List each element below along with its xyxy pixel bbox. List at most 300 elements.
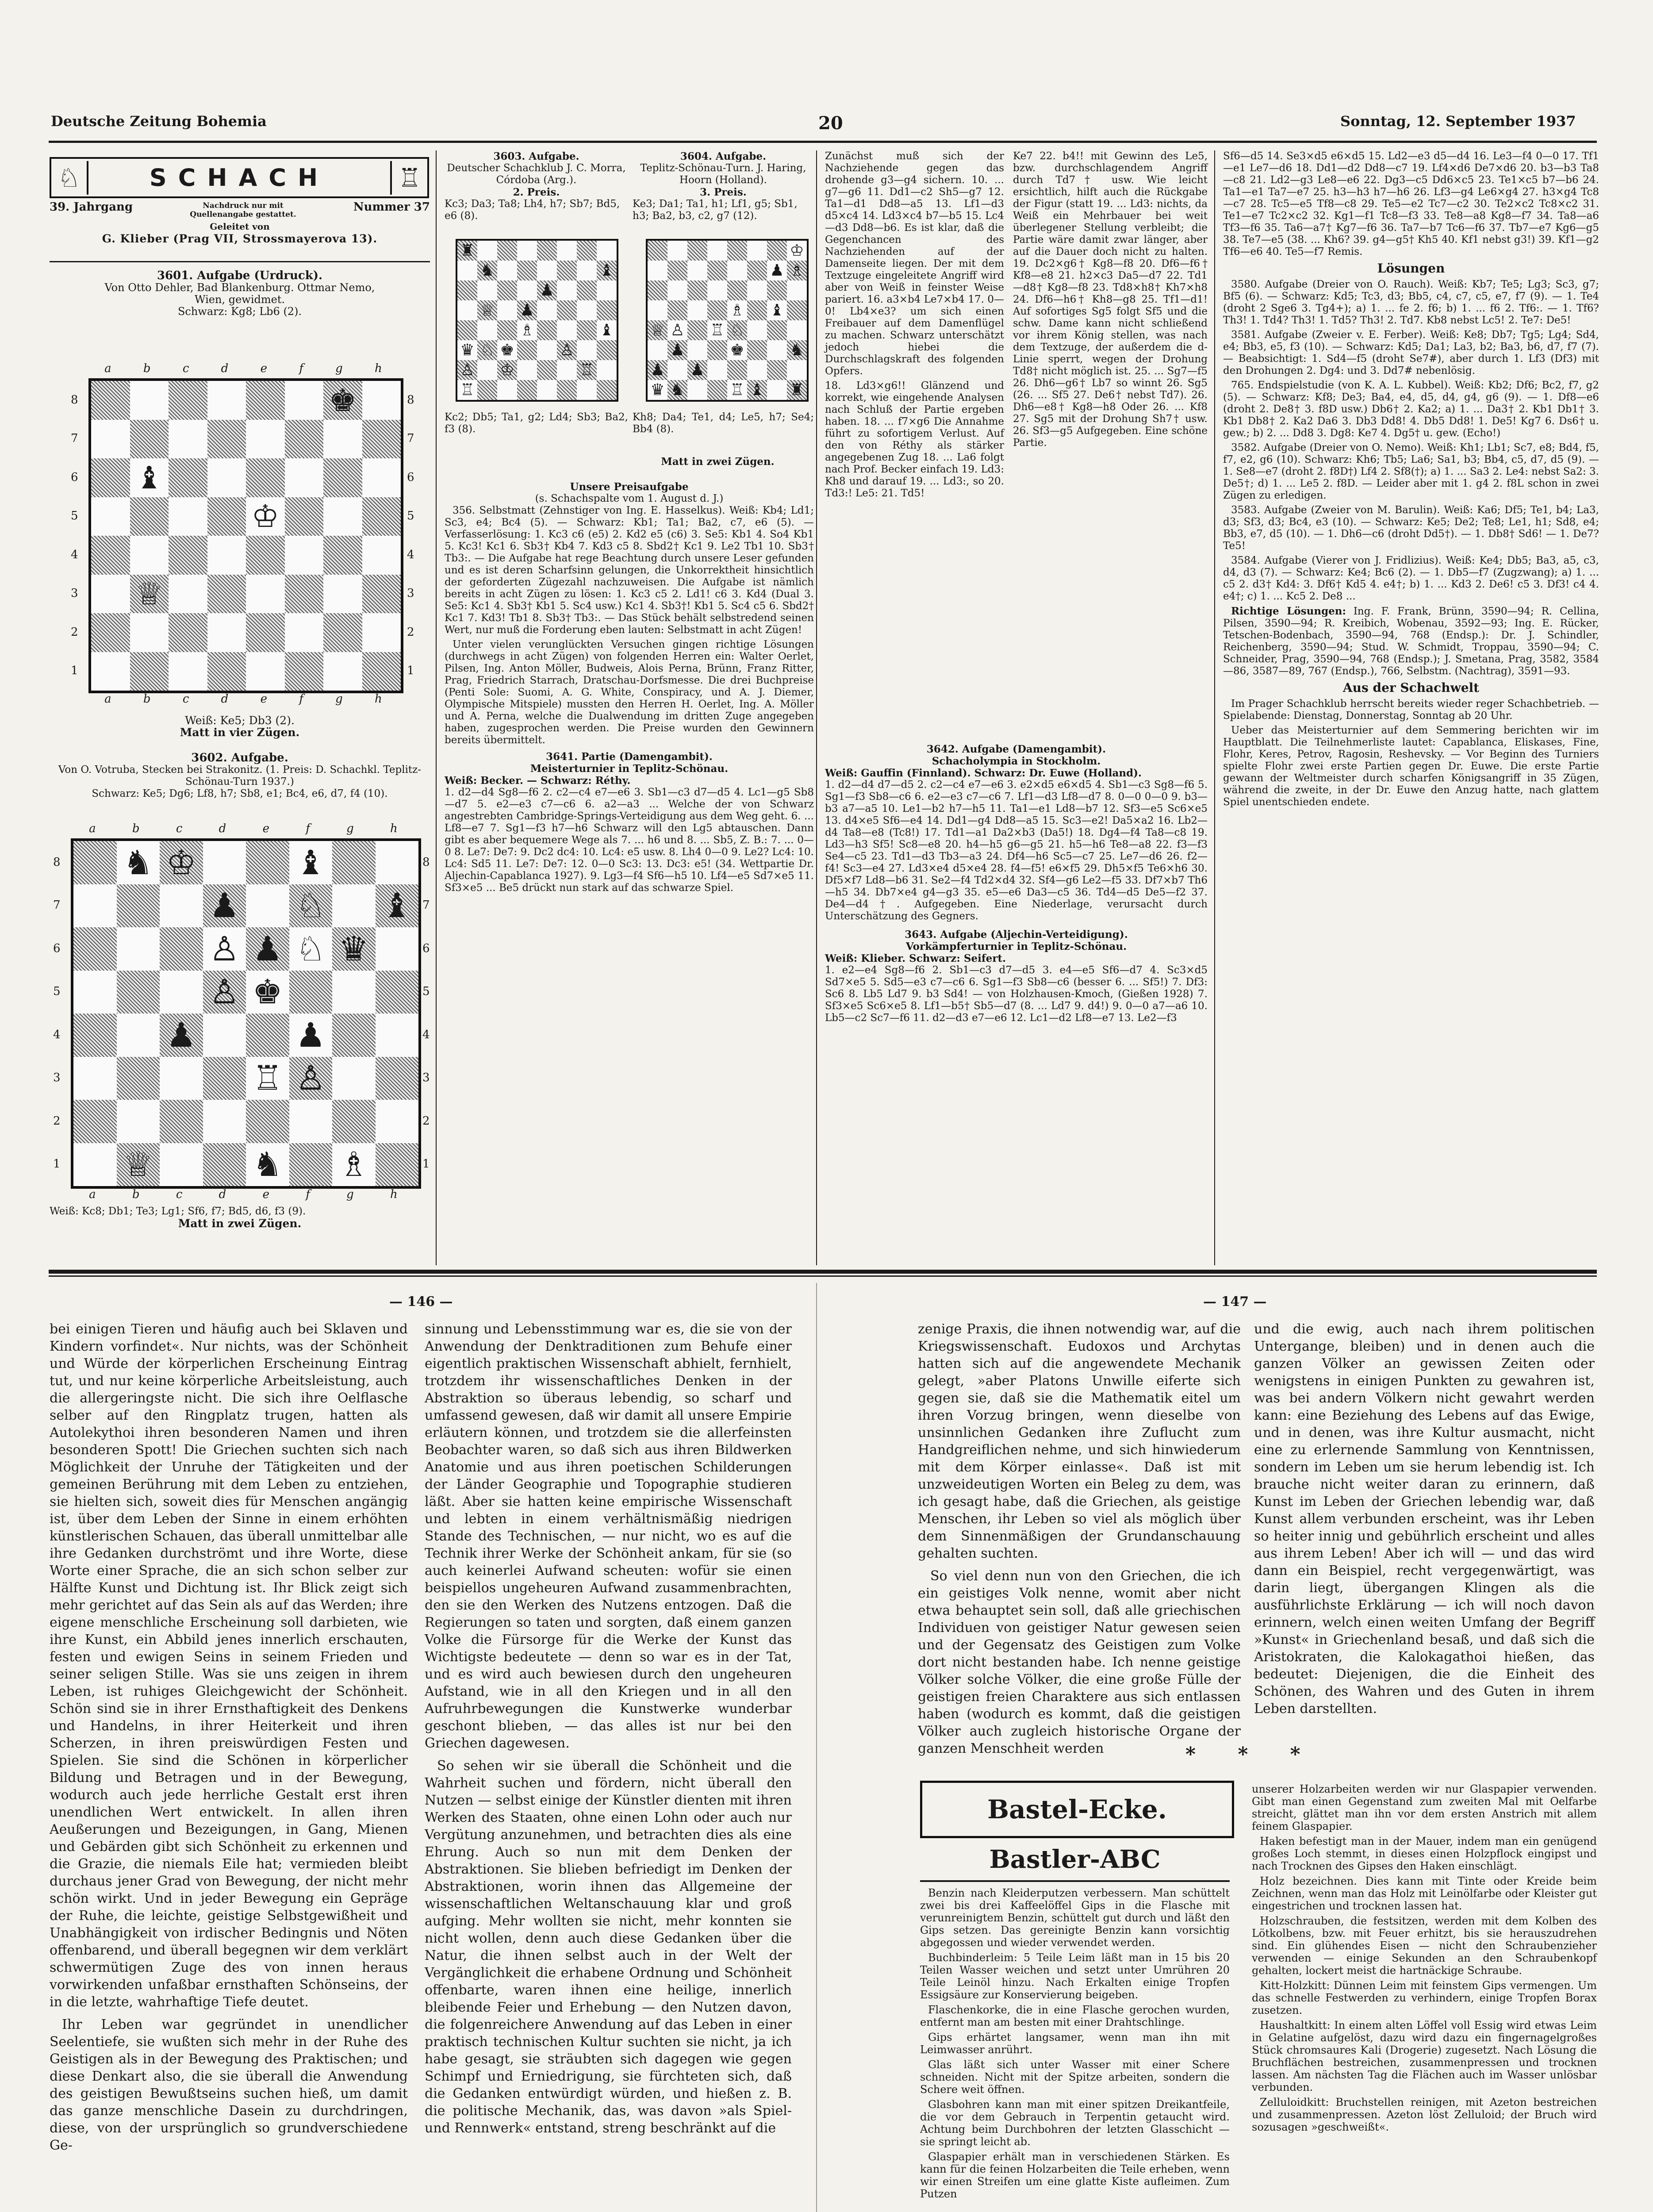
section-stars: * * * [1185,1743,1318,1766]
square-f7 [289,884,333,928]
square-g4 [577,320,597,340]
white-king-icon: ♔ [500,361,514,379]
square-e3 [246,1057,289,1100]
geleitet-von: Geleitet von [210,221,270,232]
white-king-icon: ♔ [790,241,804,260]
square-a7 [457,261,477,280]
square-c6 [160,927,203,971]
square-f2 [289,1100,333,1143]
square-c2 [497,360,517,380]
p3641-players: Weiß: Becker. — Schwarz: Réthy. [445,775,631,787]
square-e1 [727,380,747,400]
square-d1 [207,652,246,691]
square-g4 [323,536,362,575]
square-b4 [130,536,169,575]
black-bishop-icon: ♝ [750,380,764,399]
loesung-765: 765. Endspielstudie (von K. A. L. Kubbel). Weiß: Kb2; Df6; Bc2, f7, g2 (5). — Schwarz: Kf8; De3; Ba4, e4, d5, d4, g4, g6 (9). — 1. Df8—e6 (droht 2. De8† 3. f8D usw.) Db6† 2. Ka2; a) 1. ... Da3† 2. Kb1 Db1† 3. Kb1 Db8† 2. Ka2 Da6 3. Db3 Dd8! 4. Db5 Dd8! 1. De5! Kg7 6. Ds6† u. gew.; b) 2. ... Dd8 3. Dg8: Ke7 4. Dg5† u. gew. (Echo!) [1223,380,1599,439]
square-a7 [91,420,130,459]
black-bishop-icon: ♝ [135,459,163,496]
white-pawn-icon: ♙ [295,1058,326,1098]
square-a8 [457,241,477,261]
white-bishop-icon: ♗ [338,1144,369,1184]
a3602-author: Von O. Votruba, Stecken bei Strakonitz. (1. Preis: D. Schachkl. Teplitz-Schönau-Turn 1937.) [58,764,422,787]
square-f5 [747,300,767,320]
board2-ranks: 8 7 6 5 4 3 2 1 [53,855,61,1171]
square-e1 [537,380,557,400]
board2-files-bottom: a b c d e f g h [89,1188,398,1201]
square-h6 [787,280,807,300]
square-d2 [207,613,246,652]
square-f3 [557,340,577,360]
square-b8 [477,241,497,261]
p3641-title: 3641. Partie (Damengambit). [546,751,713,763]
square-h6 [362,458,401,497]
black-knight-icon: ♞ [670,380,685,399]
black-pawn-icon: ♟ [209,886,240,926]
square-g2 [323,613,362,652]
square-b8 [117,841,160,884]
square-g3 [577,340,597,360]
square-h1 [597,380,617,400]
black-pawn-icon: ♟ [520,301,534,319]
p3642-moves: 1. d2—d4 d7—d5 2. c2—c4 e7—e6 3. e2×d5 e6×d5 4. Sb1—c3 Sg8—f6 5. Sg1—f3 Sb8—c6 6. e2—e3 c7—c6 7. Lf1—d3 Lf8—d7 8. 0—0 0—0 9. b3—b3 a7—a5 10. Le1—b2 h7—h5 11. Ta1—e1 Ld8—b7 12. Sf3—e5 Sc6×e5 13. d4×e5 Sf6—e4 14. Dd1—g4 Dd8—a5 15. Sc3—e2! Da5×a2 16. Lb2—d4 Ta8—e8 (Tc8!) 17. Td1—a1 Da2×b3 (Da5!) 18. Dg4—f4 Ta8—c8 19. Ld3—h3 Sf5! Sc8—e8 20. h4—h5 g6—g5 21. h5—h6 Te8—a8 22. f3—f3 Se4—c5 23. Td1—d3 Tb3—a3 24. Df4—h6 Sc5—c7 25. Le7—d6 26. f2—f4! Sc3—e4 27. Ld3×e4 d5×e4 28. f4—f5! e6×f5 29. Dh5×f5 Te6×h6 30. Df5×f7 Ld8—b6 31. Se2—f4 Td2×d4 32. Sf4—g6 Le2—f5 33. Df7×b7 Th6—h5 34. Db7×e4 g4—g3 35. e5—e6 Da3—c5 36. Td4—d5 De5—f2 37. De4—d4†. Aufgegeben. Eine Niederlage, verursacht durch Unterschätzung des Gegners. [825,779,1208,922]
square-d7 [203,884,246,928]
square-a4 [91,536,130,575]
white-pawn-icon: ♙ [209,929,240,968]
white-queen-icon: ♕ [135,576,163,612]
square-a4 [457,320,477,340]
column-separator-1 [436,150,437,1265]
square-e4 [246,1014,289,1057]
square-a5 [648,300,667,320]
black-king-icon: ♚ [329,382,357,419]
square-h7 [597,261,617,280]
square-g1 [323,652,362,691]
square-c5 [160,971,203,1014]
black-pawn-icon: ♟ [166,1015,196,1055]
square-a1 [73,1143,117,1187]
square-g6 [323,458,362,497]
bastel-flaschenkorke: Flaschenkorke, die in eine Flasche gerochen wurden, entfernt man am besten mit einer Drahtschlinge. [920,2004,1230,2028]
square-e6 [246,927,289,971]
preis-sub: (s. Schachspalte vom 1. August d. J.) [535,493,724,504]
running-head-right: Sonntag, 12. September 1937 [1340,113,1576,130]
square-e1 [246,652,285,691]
schach-title: SCHACH [149,164,330,192]
square-d8 [203,841,246,884]
square-d2 [203,1100,246,1143]
square-c3 [169,575,207,614]
square-c3 [160,1057,203,1100]
board2-files-top: a b c d e f g h [89,822,398,835]
square-d6 [203,927,246,971]
square-a8 [648,241,667,261]
square-g2 [577,360,597,380]
square-c6 [687,280,707,300]
bastel-buchbinderleim: Buchbinderleim: 5 Teile Leim läßt man in 15 bis 20 Teilen Wasser weichen und setzt unter Umrühren 20 Teile Leinöl hinzu. Nach Erkalten einige Tropfen Essigsäure zur Konservierung beigeben. [920,1951,1230,2001]
square-e5 [537,300,557,320]
square-h7 [376,884,419,928]
page-number-146: — 146 — [389,1294,453,1310]
a3601-black: Schwarz: Kg8; Lb6 (2). [177,305,302,318]
square-c8 [160,841,203,884]
square-g6 [577,280,597,300]
square-b1 [130,652,169,691]
square-g1 [577,380,597,400]
square-g5 [323,497,362,536]
board1-files-top: a b c d e f g h [104,362,382,375]
square-b2 [130,613,169,652]
essay-col2: sinnung und Lebensstimmung war es, die sie von der Anwendung der Denktraditionen zum Behufe einer eigentlich praktischen Wissenschaft abhielt, fernhielt, trotzdem ihr wissenschaftliches Denken in der Abstraktion so überaus lebendig, so scharf und umfassend gewesen, daß wir damit all unsere Empirie erläutern können, und trotzdem sie die allerfeinsten Beobachter waren, so daß sich aus ihren Bildwerken Anatomie und aus ihren poetischen Schilderungen der Länder Geographie und Topographie studieren läßt. Aber sie hatten keine empirische Wissenschaft und lebten in einem verhältnismäßig niedrigen Stande des Technischen, — nur nicht, wo es auf die Technik ihrer Werke der Schönheit ankam, für sie (so auch keinerlei Aufwand scheuten: wofür sie einen beispiellos ungeheuren Aufwand zusammenbrachten, den sie den Werken des Nutzens entzogen. Daß die Regierungen so taten und sorgten, daß einem ganzen Volke die Fürsorge für die Werke der Kunst das Wichtigste bedeutete — denn so war es in der Tat, und es wird auch bewiesen durch den ungeheuren Aufstand, wie in all den Kriegen und in all den Aufruhrbewegungen die Kunstwerke wunderbar geschont blieben, — das alles ist nur bei den Griechen dagewesen. [425,1321,792,1751]
black-queen-icon: ♛ [650,380,665,399]
black-king-icon: ♚ [252,972,283,1012]
white-pawn-icon: ♙ [560,341,574,359]
square-c7 [160,884,203,928]
square-b3 [667,340,687,360]
richtig-list: Ing. F. Frank, Brünn, 3590—94; R. Cellina, Pilsen, 3590—94; R. Kreibich, Wobenau, 3592—93; Ing. E. Rücker, Tetschen-Bodenbach, 3590—94, 768 (Endsp.): Dr. J. Schindler, Reichenberg, 3590—94; Stud. W. Schmidt, Troppau, 3590—94; C. Schneider, Prag, 3590—94, 768 (Endsp.); J. Smetana, Prag, 3582, 3584—86, 3587—89, 767 (Endsp.), 766, Selbstm. (Nachtrag), 3591—93. [1223,606,1599,677]
square-b1 [477,380,497,400]
white-knight-icon: ♘ [480,341,495,359]
a3602-task: Matt in zwei Zügen. [178,1217,302,1230]
nachdruck-note: Nachdruck nur mit Quellenangabe gestattet. [190,201,296,219]
square-d3 [203,1057,246,1100]
square-b3 [117,1057,160,1100]
square-g2 [332,1100,376,1143]
col3-analysis-1: Zunächst muß sich der Nachziehende gegen das drohende g3—g4 sichern. 10. ... g7—g6 11. Dd1—c2 Sh5—g7 12. Ta1—d1 Dd8—a5 13. Lf1—d3 d5×c4 14. Ld3×c4 b7—b5 15. Lc4—d3 Dd8—b6. Es ist klar, daß die Gegenchancen des Nachziehenden auf der Damenseite liegen. Der mit dem Textzuge eingeleitete Angriff wird aber von Weiß in feinster Weise pariert. 16. a3×b4 Le7×b4 17. 0—0! Lb4×e3? um sich einen Freibauer auf dem Damenflügel zu machen. Schwarz unterschätzt jedoch hiebei die Durchschlagskraft des folgenden Opfers. [825,150,1004,377]
square-e8 [727,241,747,261]
bastel-ecke-title: Bastel-Ecke. [987,1794,1167,1824]
square-g5 [767,300,787,320]
a3604-white: Kh8; Da4; Te1, d4; Le5, h7; Se4; Bb4 (8). [633,411,814,435]
square-g1 [332,1143,376,1187]
square-f7 [285,420,324,459]
a3601-author: Von Otto Dehler, Bad Blankenburg. Ottmar Nemo, Wien, gewidmet. [104,281,375,306]
square-a5 [91,497,130,536]
square-g4 [332,1014,376,1057]
black-pawn-icon: ♟ [252,929,283,968]
square-b5 [667,300,687,320]
square-f3 [747,340,767,360]
square-e7 [727,261,747,280]
preis-text: 356. Selbstmatt (Zehnstiger von Ing. E. Hasselkus). Weiß: Kb4; Ld1; Sc3, e4; Bc4 (5). — Schwarz: Kb1; Ta1; Ba2, c7, e6 (5). — Verfasserlösung: 1. Kc3 c6 (e5) 2. Kd2 e5 (c6) 3. Se5: Kb1 4. So4 Kb1 5. Kc3! Kc1 6. Sb3† Kb4 7. Kd3 c5 8. Sbd2† Kc1 9. Le2 Tb1 10. Sb3† Tb3:. — Die Aufgabe hat rege Beachtung durch unsere Leser gefunden und es ist deren Scharfsinn gelungen, die Unkorrektheit hinsichtlich der geforderten Zügezahl nachzuweisen. Die Aufgabe ist nämlich bereits in acht Zügen zu lösen: 1. Kc3 c5 2. Ld1! c6 3. Kd4 (Dual 3. Se5: Kc1 4. Sb3† Kb1 5. Sc4 usw.) Kc1 4. Sb3†! Kb1 5. Sc4 c5 6. Sbd2† Kc1 7. Kd3! Tb1 8. Sb3† Tb3:. — Das Stück behält selbstredend seinen Wert, nur muß die Forderung eben lauten: Selbstmatt in acht Zügen! [445,505,814,636]
bastel-haken: Haken befestigt man in der Mauer, indem man ein genügend großes Loch stemmt, in dieses einen Holzpflock eingipst und nach Trocknen des Gipses den Haken einschlägt. [1252,1835,1597,1872]
square-g2 [767,360,787,380]
square-b7 [477,261,497,280]
black-bishop-icon: ♝ [770,301,784,319]
bastel-glas: Glas läßt sich unter Wasser mit einer Schere schneiden. Nicht mit der Spitze arbeiten, sondern die Schere weit öffnen. [920,2058,1230,2096]
square-a5 [457,300,477,320]
square-b6 [667,280,687,300]
bastel-gips: Gips erhärtet langsamer, wenn man ihn mit Leimwasser anrührt. [920,2031,1230,2056]
essay-col2b: So sehen wir sie überall die Schönheit und die Wahrheit suchen und fördern, nicht überall den Nutzen — selbst einige der Künstler dienten mit ihren Werken des Staaten, ohne einen Lohn oder auch nur Vergütung anzunehmen, und betrachten dies als eine Ehrung. Auch so nun mit dem Denken der Abstraktionen. Sie blieben befriedigt im Denken der Abstraktionen, worin ihnen das Allgemeine der wissenschaftlichen Weltanschauung klar und groß aufging. Mehr wollten sie nicht, mehr konnten sie nicht wollen, denn auch diese Gedanken über die Natur, die ihnen selbst auch in der Welt der Vergänglichkeit die erhabene Ordnung und Schönheit offenbarte, waren ihnen eine heilige, innerlich bleibende Feier und Erhebung — den Nutzen davon, die folgenreichere Anwendung auf das Leben in einer praktisch technischen Kultur suchten sie nicht, ja ich habe gesagt, sie sträubten sich dagegen wie gegen Schimpf und Erniedrigung, sie fürchteten sich, daß die Gedanken entwürdigt würden, und hießen z. B. die politische Mechanik, das, was davon »als Spiel- und Rennwerk« entstand, streng beschränkt auf die [425,1758,792,2136]
board1-ranks: 8 7 6 5 4 3 2 1 [71,393,78,678]
header-rule [49,141,1597,143]
white-queen-icon: ♕ [650,321,665,339]
square-c1 [497,380,517,400]
square-f6 [747,280,767,300]
square-e8 [246,841,289,884]
square-a3 [457,340,477,360]
square-c5 [497,300,517,320]
square-g7 [767,261,787,280]
square-d5 [203,971,246,1014]
square-c8 [497,241,517,261]
bastel-zelluloidkitt: Zelluloidkitt: Bruchstellen reinigen, mit Azeton bestreichen und zusammenpressen. Azeton löst Zelluloid; der Bruch wird sozusagen »geschweißt«. [1252,2096,1597,2133]
square-a1 [91,652,130,691]
square-b7 [667,261,687,280]
square-c6 [169,458,207,497]
square-c2 [169,613,207,652]
square-g3 [332,1057,376,1100]
square-d5 [707,300,727,320]
square-b3 [477,340,497,360]
square-g5 [332,971,376,1014]
loesung-3581: 3581. Aufgabe (Zweier v. E. Ferber). Weiß: Ke8; Db7; Tg5; Lg4; Sd4, e4; Bb3, e5, f3 (10). — Schwarz: Kd5; Da1; La3, b2; Ba3, b6, d7, f7 (7). — Beabsichtigt: 1. Sd4—f5 (droht Se7#), aber durch 1. Lf3 (Df3) mit den Drohungen 2. Dg4: und 3. Dd7# nebenlösig. [1223,329,1599,376]
bastel-glaspapier: Glaspapier erhält man in verschiedenen Stärken. Es kann für die feinen Holzarbeiten die Teile erheben, wenn wir einen Streifen um eine glatte Kiste aufleimen. Zum Putzen [920,2151,1230,2200]
square-g5 [577,300,597,320]
square-a8 [73,841,117,884]
square-e4 [246,536,285,575]
square-h3 [597,340,617,360]
square-d7 [707,261,727,280]
square-c4 [160,1014,203,1057]
square-f1 [557,380,577,400]
square-f2 [557,360,577,380]
square-b6 [130,458,169,497]
schach-rule [50,261,430,262]
square-d8 [207,381,246,420]
bastel-holzkitt: Kitt-Holzkitt: Dünnen Leim mit feinstem Gips vermengen. Um das schnelle Festwerden zu verhindern, einige Tropfen Borax zusetzen. [1252,1979,1597,2016]
schach-masthead [50,157,429,198]
black-bishop-icon: ♝ [295,842,326,882]
square-a2 [73,1100,117,1143]
square-a6 [73,927,117,971]
white-knight-icon: ♘ [295,886,326,926]
square-f7 [747,261,767,280]
square-a3 [648,340,667,360]
square-b5 [130,497,169,536]
square-g8 [767,241,787,261]
square-g6 [767,280,787,300]
square-e3 [537,340,557,360]
square-c7 [169,420,207,459]
square-f1 [289,1143,333,1187]
square-b5 [477,300,497,320]
square-f1 [285,652,324,691]
a3604-prize: 3. Preis. [700,186,747,198]
square-f6 [557,280,577,300]
square-b7 [117,884,160,928]
square-a6 [457,280,477,300]
white-pawn-icon: ♙ [670,321,685,339]
task-two-moves: Matt in zwei Zügen. [661,456,775,468]
square-g8 [332,841,376,884]
square-d6 [707,280,727,300]
black-pawn-icon: ♟ [540,281,554,300]
schachwelt-title: Aus der Schachwelt [1342,680,1480,695]
square-h5 [787,300,807,320]
bastel-glasbohren: Glasbohren kann man mit einer spitzen Dreikantfeile, die vor dem Gebrauch in Terpentin getaucht wird. Achtung beim Durchbohren der letzten Glasschicht — sie springt leicht ab. [920,2098,1230,2148]
square-d1 [517,380,537,400]
board1-ranks-right: 8 7 6 5 4 3 2 1 [407,393,414,678]
square-f4 [285,536,324,575]
black-king-icon: ♚ [500,341,514,359]
square-h4 [597,320,617,340]
jahrgang: 39. Jahrgang [50,200,133,214]
essay-col3: zenige Praxis, die ihnen notwendig war, auf die Kriegswissenschaft. Eudoxos und Archytas hatten sich auf die angewendete Mechanik gelegt, »aber Platons Unwille eiferte sich gegen sie, daß sie die Mathematik eitel um ihren Vorzug bringen, wenn dieselbe von unsinnlichen Gedanken ihre Zuflucht zum Handgreiflichen nehme, und sich hinwiederum mit dem Körper einlasse«. Daß ist mit unzweideutigen Worten ein Beleg zu dem, was ich gesagt habe, daß die Griechen, als geistige Menschen, ihr Leben so viel als möglich über dem Sinnenmäßigen der Grundanschauung gehalten suchten. [918,1321,1241,1561]
square-c6 [497,280,517,300]
a3603-title: 3603. Aufgabe. [493,150,579,162]
square-f3 [285,575,324,614]
square-g7 [332,884,376,928]
preis-title: Unsere Preisaufgabe [570,481,689,493]
square-g6 [332,927,376,971]
white-bishop-icon: ♗ [730,301,744,319]
abc-rule [920,1880,1230,1882]
square-a2 [91,613,130,652]
schachwelt-2: Ueber das Meisterturnier auf dem Semmering berichten wir im Hauptblatt. Die Teilnehmerliste lautet: Capablanca, Eliskases, Fine, Flohr, Keres, Petrov, Ragosin, Reshevsky. — Vor Beginn des Turniers spielte Flohr zwei erste Partien gegen Dr. Euwe. Die erste Partie gewann der Weltmeister durch scharfen Königsangriff in 35 Zügen, während die zweite, in der Dr. Euwe den Anzug hatte, nach glattem Spiel unentschieden endete. [1223,725,1599,808]
essay-col1b: Ihr Leben war gegründet in unendlicher Seelentiefe, sie wußten sich mehr in der Ruhe des Geistigen als in der Bewegung des Praktischen; und diese Denkart also, die sie überall die Anwendung des geistigen Bewußtseins suchen hieß, um damit das ganze menschliche Dasein zu durchdringen, diese, von der ursprünglich so grundverschiedene Ge- [50,2017,408,2153]
square-d3 [207,575,246,614]
square-b4 [477,320,497,340]
square-c3 [687,340,707,360]
essay-col3b: So viel denn nun von den Griechen, die ich ein geistiges Volk nenne, womit aber nicht etwa behauptet sein soll, daß alle griechischen Individuen von geistiger Natur gewesen seien und der Gegensatz des Geistigen zum Volke dort nicht bestanden habe. Ich nenne geistige Völker solche Völker, die eine große Fülle der geistigen freien Charaktere aus sich entlassen haben (wodurch es kommt, daß die geistigen Völker auch zugleich historische Organe der ganzen Menschheit werden [918,1568,1241,1756]
column-separator-2 [816,150,817,1265]
square-e6 [727,280,747,300]
square-a4 [648,320,667,340]
square-b6 [117,927,160,971]
bastel-ecke-box [920,1781,1234,1838]
square-f2 [747,360,767,380]
square-b2 [667,360,687,380]
square-e6 [246,458,285,497]
square-f4 [289,1014,333,1057]
black-pawn-icon: ♟ [295,1015,326,1055]
white-rook-icon: ♖ [710,321,725,339]
square-d3 [517,340,537,360]
white-bishop-icon: ♗ [520,321,534,339]
loesungen-title: Lösungen [1377,261,1445,276]
chess-diagram-3602 [71,838,421,1189]
white-rook-icon: ♖ [252,1058,283,1098]
square-d6 [517,280,537,300]
white-knight-icon: ♘ [295,929,326,968]
board2-ranks-right: 8 7 6 5 4 3 2 1 [422,855,430,1171]
black-knight-icon: ♞ [790,341,804,359]
square-b8 [667,241,687,261]
square-b2 [477,360,497,380]
square-f2 [285,613,324,652]
square-f6 [289,927,333,971]
square-d8 [707,241,727,261]
white-rook-icon: ♖ [460,380,475,399]
square-c8 [169,381,207,420]
square-d6 [207,458,246,497]
square-e7 [246,420,285,459]
square-f8 [285,381,324,420]
lower-page-gutter [816,1283,817,2212]
square-d1 [707,380,727,400]
square-h2 [376,1100,419,1143]
square-g4 [767,320,787,340]
square-d1 [203,1143,246,1187]
white-knight-icon: ♘ [730,321,744,339]
square-g3 [323,575,362,614]
white-queen-icon: ♕ [123,1144,153,1184]
square-e2 [246,1100,289,1143]
column-separator-3 [1214,150,1215,1265]
square-h4 [376,1014,419,1057]
p3642-title: 3642. Aufgabe (Damengambit). [926,743,1106,755]
square-g1 [767,380,787,400]
square-h3 [362,575,401,614]
square-a1 [648,380,667,400]
loesung-3580: 3580. Aufgabe (Dreier von O. Rauch). Weiß: Kb7; Te5; Lg3; Sc3, g7; Bf5 (6). — Schwarz: Kd5; Tc3, d3; Bb5, c4, c7, c5, e7, f7 (9). — 1. Te4 (droht 2 Sge6 3. Tg4+); a) 1. ... fe 2. f6; b) 1. ... f6 2. Tf6:. — 1. Tf6? Th3! 1. Td4? Th3! 1. Td5? Th3! 2. Td7. Kb8 nebst Lc5! 2. Te7: De5! [1223,279,1599,326]
square-h5 [597,300,617,320]
loesung-3582: 3582. Aufgabe (Dreier von O. Nemo). Weiß: Kh1; Lb1; Sc7, e8; Bd4, f5, f7, e2, g6 (10). Schwarz: Kh6; Tb5; La6; Sa1, b3; Bb4, c5, d7, d5 (9). — 1. Se8—e7 (droht 2. f8D†) Lf4 2. Sf8(†); a) 1. ... Sa3 2. Le4: nebst Sa2: 3. De5†; d) 1. ... Le5 2. f8D. — Leider aber mit 1. g4 2. f8L schon in zwei Zügen zu erledigen. [1223,442,1599,501]
square-h1 [376,1143,419,1187]
a3604-source: Teplitz-Schönau-Turn. J. Haring, Hoorn (Holland). [640,162,806,186]
square-a7 [73,884,117,928]
black-pawn-icon: ♟ [670,341,685,359]
p3643-moves: 1. e2—e4 Sg8—f6 2. Sb1—c3 d7—d5 3. e4—e5 Sf6—d7 4. Sc3×d5 Sd7×e5 5. Sd5—e3 c7—c6 6. Sg1—f3 Sb8—c6 (besser 6. ... Sf5!) 7. Df3: Sc6 8. Lb5 Ld7 9. b3 Sd4! — von Holzhausen-Kmoch, (Gießen 1928) 7. Sf3×e5 Sc6×e5 8. Lf1—b5† Sb5—d7 (8. ... Ld7 9. d4!) 9. 0—0 a7—a6 10. Lb5—c2 Sc7—f6 11. d2—d3 e7—e6 12. Lc1—d2 Lf8—e7 13. Le2—f3 [825,964,1208,1024]
p3643-players: Weiß: Klieber. Schwarz: Seifert. [825,952,1006,964]
square-e2 [537,360,557,380]
square-a2 [457,360,477,380]
square-f4 [747,320,767,340]
square-f5 [285,497,324,536]
square-a3 [91,575,130,614]
black-knight-icon: ♞ [480,261,495,280]
white-pawn-icon: ♙ [209,972,240,1012]
square-e3 [727,340,747,360]
black-pawn-icon: ♟ [650,361,665,379]
bastel-haushaltkitt: Haushaltkitt: In einem alten Löffel voll Essig wird etwas Leim in Gelatine aufgelöst, dazu wird dazu ein fingernagelgroßes Stück chromsaures Kali (Drogerie) zugesetzt. Nach Lösung die Bruchflächen bestreichen, zusammenpressen und trocknen lassen. Am nächsten Tag die Flächen auch im Wasser unlösbar verbunden. [1252,2019,1597,2093]
square-b1 [667,380,687,400]
square-a6 [648,280,667,300]
black-rook-icon: ♜ [790,380,804,399]
square-c4 [497,320,517,340]
loesung-3584: 3584. Aufgabe (Vierer von J. Fridlizius). Weiß: Ke4; Db5; Ba3, a5, c3, d4, d3 (7). — Schwarz: Ke4; Bc6 (2). — 1. Db5—f7 (Zugzwang); a) 1. ... c5 2. d3† Kd4: 3. Df6† Kd5 4. e4†; b) 1. ... Kd3 2. De6! c5 3. Df3! c4 4. e4†; c) 1. ... Kc5 2. De8 ... [1223,555,1599,602]
square-e4 [537,320,557,340]
square-a6 [91,458,130,497]
square-h8 [787,241,807,261]
square-f8 [557,241,577,261]
p3643-sub: Vorkämpferturnier in Teplitz-Schönau. [905,941,1127,952]
square-d4 [207,536,246,575]
square-f8 [289,841,333,884]
black-queen-icon: ♛ [460,341,475,359]
square-a4 [73,1014,117,1057]
square-g8 [577,241,597,261]
half-separator-bottom [49,1275,1597,1277]
a3603-source: Deutscher Schachklub J. C. Morra, Córdoba (Arg.). [447,162,626,186]
square-g3 [767,340,787,360]
square-g7 [323,420,362,459]
black-king-icon: ♚ [730,341,744,359]
square-c5 [169,497,207,536]
square-c1 [169,652,207,691]
chess-diagram-3601 [88,378,403,693]
bastel-benzin: Benzin nach Kleiderputzen verbessern. Man schüttelt zwei bis drei Kaffeelöffel Gips in die Flasche mit verunreinigtem Benzin, schüttelt gut durch und läßt den Gips setzen. Das gereinigte Benzin kann vorsichtig abgegossen und wieder verwendet werden. [920,1887,1230,1949]
col3-analysis-3: Ke7 22. b4!! mit Gewinn des Le5, bzw. durchschlagendem Angriff durch Td7† usw. Wie leicht ersichtlich, hilft auch die Rückgabe der Figur (statt 19. ... Ld3: nichts, da Weiß ein Mehrbauer bei weit überlegener Stellung verbleibt; die Partie wäre damit zwar länger, aber auf die Dauer doch nicht zu halten. 19. Dc2×g6† Kg8—f8 20. Df6—f6† Kf8—e8 21. h2×c3 Da5—d7 22. Td1—d8† Kg8—f8 23. Td8×h8† Kh7×h8 24. Df6—h6† Kh8—g8 25. Tf1—d1! Auf sofortiges Sg5 folgt Sf5 und die schw. Dame kann nicht schließend vor ihrem König stellen, was nach dem Textzuge, der außerdem die d-Linie sperrt, wegen der Drohung Td8† nicht möglich ist. 25. ... Sg7—f5 26. Dh6—g6† Lb7 so winnt 26. Sg5 (26. ... Sf5 27. De6† nebst Td7). 26. Dh6—e8† Kg8—h8 Oder 26. ... Kf8 27. Sg5 mit der Drohung Sh7† usw. 26. Sf3—g5 Aufgegeben. Eine schöne Partie. [1013,150,1208,449]
square-d5 [517,300,537,320]
bastel-holz: Holz bezeichnen. Dies kann mit Tinte oder Kreide beim Zeichnen, wenn man das Holz mit Leinölfarbe oder Kleister gut eingestrichen und trocknen lassen hat. [1252,1875,1597,1912]
square-e1 [246,1143,289,1187]
square-f3 [289,1057,333,1100]
square-d2 [707,360,727,380]
square-d7 [207,420,246,459]
